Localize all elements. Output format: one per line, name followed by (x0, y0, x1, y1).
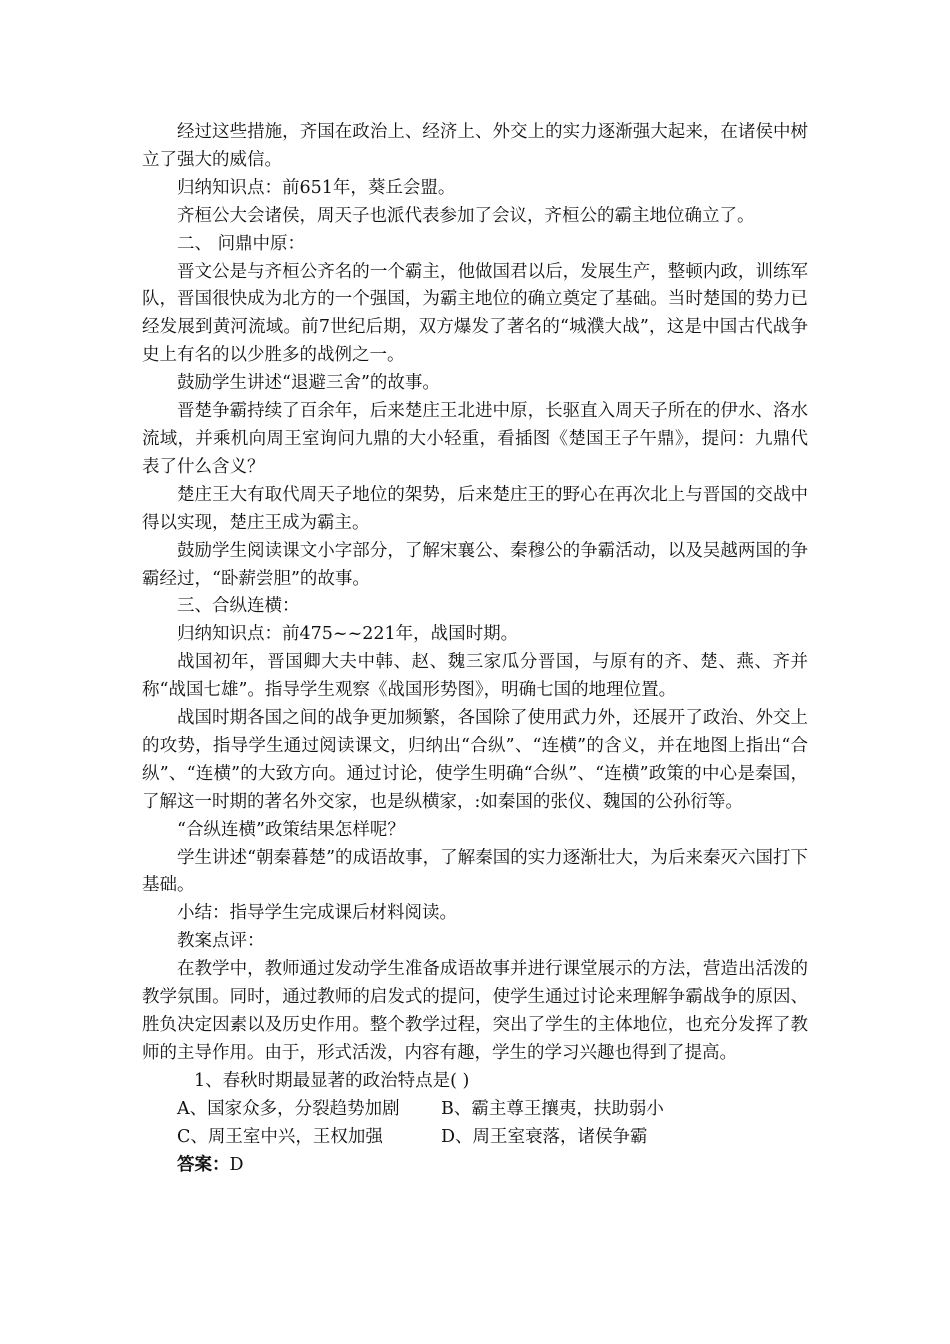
knowledge-point: 归纳知识点：前651年，葵丘会盟。 (177, 177, 456, 198)
option-a: A、国家众多，分裂趋势加剧 (177, 1098, 400, 1119)
option-b: B、霸主尊王攘夷，扶助弱小 (441, 1098, 664, 1119)
section-heading: 三、合纵连横： (177, 596, 300, 617)
paragraph: 楚庄王大有取代周天子地位的架势，后来楚庄王的野心在再次北上与晋国的交战中得以实现，楚庄王成为霸主。 (142, 484, 808, 533)
option-d: D、周王室衰落，诸侯争霸 (441, 1126, 648, 1147)
section-heading: 二、 问鼎中原： (177, 233, 306, 254)
paragraph: “合纵连横”政策结果怎样呢？ (177, 819, 405, 840)
paragraph: 晋文公是与齐桓公齐名的一个霸主，他做国君以后，发展生产，整顿内政，训练军队，晋国很快成为北方的一个强国，为霸主地位的确立奠定了基础。当时楚国的势力已经发展到黄河流域。前7世纪后期，双方爆发了著名的“城濮大战”，这是中国古代战争史上有名的以少胜多的战例之一。 (142, 261, 808, 366)
paragraph: 战国初年，晋国卿大夫中韩、赵、魏三家瓜分晋国，与原有的齐、楚、燕、齐并称“战国七雄”。指导学生观察《战国形势图》，明确七国的地理位置。 (142, 652, 808, 701)
paragraph: 鼓励学生阅读课文小字部分，了解宋襄公、秦穆公的争霸活动，以及吴越两国的争霸经过，“卧薪尝胆”的故事。 (142, 540, 808, 589)
paragraph: 晋楚争霸持续了百余年，后来楚庄王北进中原，长驱直入周天子所在的伊水、洛水流域，并乘机向周王室询问九鼎的大小轻重，看插图《楚国王子午鼎》，提问：九鼎代表了什么含义？ (142, 401, 808, 477)
options-row (142, 1096, 808, 1124)
summary: 小结：指导学生完成课后材料阅读。 (177, 903, 457, 924)
paragraph: 鼓励学生讲述“退避三舍”的故事。 (177, 373, 440, 394)
answer-label: 答案： (177, 1154, 230, 1175)
knowledge-point: 归纳知识点：前475~~221年，战国时期。 (177, 624, 519, 645)
options-row (142, 1124, 808, 1152)
paragraph: 在教学中，教师通过发动学生准备成语故事并进行课堂展示的方法，营造出活泼的教学氛围。同时，通过教师的启发式的提问，使学生通过讨论来理解争霸战争的原因、胜负决定因素以及历史作用。整个教学过程，突出了学生的主体地位，也充分发挥了教师的主导作用。由于，形式活泼，内容有趣，学生的学习兴趣也得到了提高。 (142, 959, 808, 1063)
paragraph: 齐桓公大会诸侯，周天子也派代表参加了会议，齐桓公的霸主地位确立了。 (177, 205, 755, 226)
question-stem: 1、春秋时期最显著的政治特点是( ) (194, 1070, 470, 1091)
paragraph: 学生讲述“朝秦暮楚”的成语故事，了解秦国的实力逐渐壮大，为后来秦灭六国打下基础。 (142, 847, 808, 896)
paragraph: 经过这些措施，齐国在政治上、经济上、外交上的实力逐渐强大起来，在诸侯中树立了强大的威信。 (142, 122, 808, 170)
paragraph: 战国时期各国之间的战争更加频繁，各国除了使用武力外，还展开了政治、外交上的攻势，指导学生通过阅读课文，归纳出“合纵”、“连横”的含义，并在地图上指出“合纵”、“连横”的大致方向。通过讨论，使学生明确“合纵”、“连横”政策的中心是秦国，了解这一时期的著名外交家，也是纵横家，:如秦国的张仪、魏国的公孙衍等。 (142, 708, 808, 812)
document-body (142, 119, 808, 1179)
option-c: C、周王室中兴，王权加强 (177, 1126, 383, 1147)
answer-value: D (229, 1154, 244, 1175)
answer (142, 1152, 808, 1180)
section-heading: 教案点评： (177, 931, 265, 952)
